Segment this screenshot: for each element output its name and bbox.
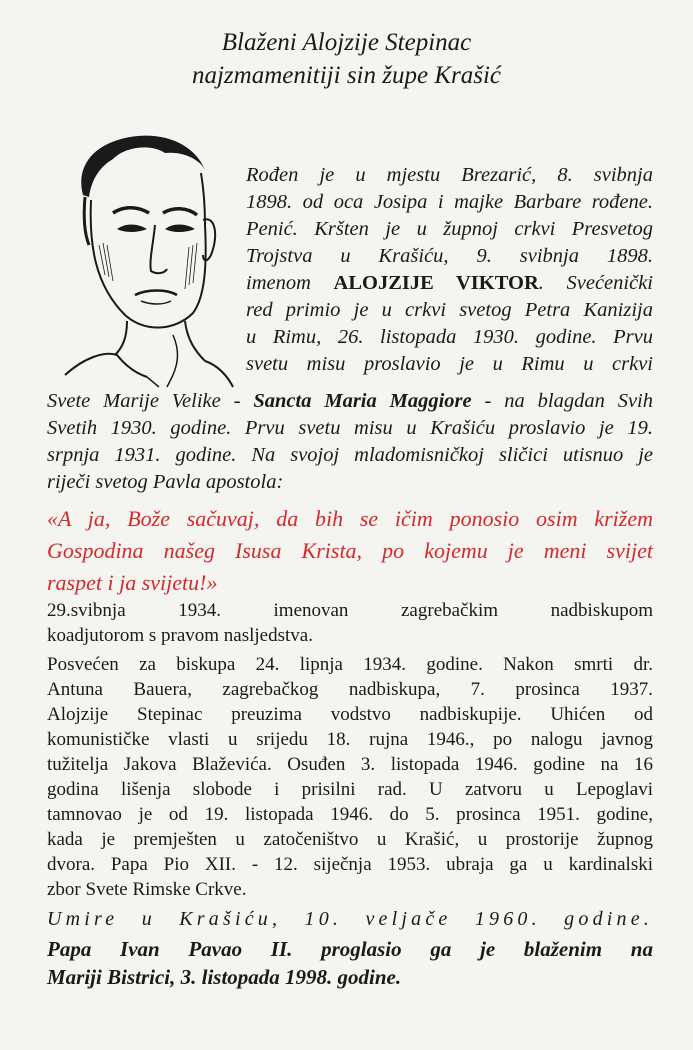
name-line xyxy=(246,270,653,297)
death-line: Umire u Krašiću, 10. veljače 1960. godine. xyxy=(47,908,653,930)
intro-line: Rođen je u mjestu Brezarić, 8. svibnja xyxy=(246,164,653,186)
maggiore-line xyxy=(47,388,653,415)
body-line: koadjutorom s pravom nasljedstva. xyxy=(47,625,313,646)
body-line: kada je premješten u zatočeništvo u Krašić, u prostorije župnog xyxy=(47,829,653,850)
body-line: Posvećen za biskupa 24. lipnja 1934. godine. Nakon smrti dr. xyxy=(47,654,653,675)
maggiore-suffix: - na blagdan Svih xyxy=(471,390,654,412)
body-line: 29.svibnja 1934. imenovan zagrebačkim nadbiskupom xyxy=(47,600,653,621)
intro-line: svetu misu proslavio je u Rimu u crkvi xyxy=(246,353,653,375)
body-line: Alojzije Stepinac preuzima vodstvo nadbiskupije. Uhićen od xyxy=(47,704,653,725)
maggiore-prefix: Svete Marije Velike - xyxy=(47,390,254,412)
wide-line: Svetih 1930. godine. Prvu svetu misu u Krašiću proslavio je 19. xyxy=(47,417,653,439)
quote-line: Gospodina našeg Isusa Krista, po kojemu je meni svijet xyxy=(47,538,653,563)
maggiore-bold: Sancta Maria Maggiore xyxy=(253,390,472,412)
body-line: komunističke vlasti u srijedu 18. rujna 1946., po nalogu javnog xyxy=(47,729,653,750)
body-line: tužitelja Jakova Blaževića. Osuđen 3. listopada 1946. godine na 16 xyxy=(47,754,653,775)
title-line-1: Blaženi Alojzije Stepinac xyxy=(221,29,472,56)
portrait-drawing xyxy=(55,125,250,390)
closing-line: Papa Ivan Pavao II. proglasio ga je blaženim na xyxy=(47,937,653,961)
intro-line: u Rimu, 26. listopada 1930. godine. Prvu xyxy=(246,326,653,348)
body-line: dvora. Papa Pio XII. - 12. siječnja 1953. ubraja ga u kardinalski xyxy=(47,854,653,875)
body-line: godina lišenja slobode i prisilni rad. U zatvoru u Lepoglavi xyxy=(47,779,653,800)
quote-line: «A ja, Bože sačuvaj, da bih se ičim ponosio osim križem xyxy=(47,506,653,531)
body-line: zbor Svete Rimske Crkve. xyxy=(47,879,247,900)
baptismal-name: ALOJZIJE VIKTOR xyxy=(333,272,539,294)
closing-line: Mariji Bistrici, 3. listopada 1998. godine. xyxy=(47,965,402,989)
wide-line: riječi svetog Pavla apostola: xyxy=(47,471,284,493)
body-line: Antuna Bauera, zagrebačkog nadbiskupa, 7. prosinca 1937. xyxy=(47,679,653,700)
intro-line: 1898. od oca Josipa i majke Barbare rođene. xyxy=(246,191,653,213)
name-line-prefix: imenom xyxy=(246,272,311,294)
title-line-2: najzmamenitiji sin župe Krašić xyxy=(191,62,502,89)
quote-line: raspet i ja svijetu!» xyxy=(47,570,218,595)
name-line-suffix: . Svećenički xyxy=(538,272,653,294)
wide-line: srpnja 1931. godine. Na svojoj mladomisničkoj sličici utisnuo je xyxy=(47,444,653,466)
intro-line: red primio je u crkvi svetog Petra Kanizija xyxy=(246,299,653,321)
intro-line: Trojstva u Krašiću, 9. svibnja 1898. xyxy=(246,245,653,267)
intro-line: Penić. Kršten je u župnoj crkvi Presvetog xyxy=(246,218,653,240)
body-line: tamnovao je od 19. listopada 1946. do 5. prosinca 1951. godine, xyxy=(47,804,653,825)
